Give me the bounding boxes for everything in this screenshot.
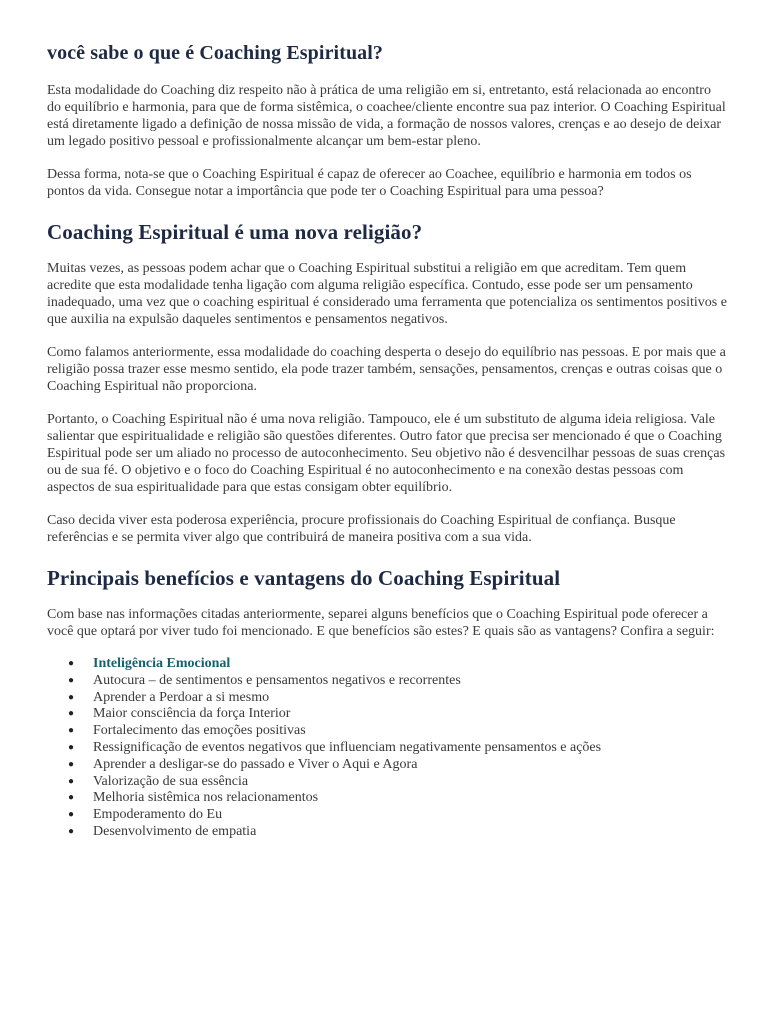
benefit-text: Fortalecimento das emoções positivas xyxy=(93,723,306,739)
document-page xyxy=(47,40,727,841)
list-item xyxy=(47,706,727,723)
list-item xyxy=(47,774,727,791)
benefit-text: Empoderamento do Eu xyxy=(93,807,223,823)
section-title-main-benefits: Principais benefícios e vantagens do Coaching Espiritual xyxy=(47,566,561,590)
list-item[interactable] xyxy=(47,656,727,673)
bullet-icon: ● xyxy=(68,725,75,737)
benefit-text: Ressignificação de eventos negativos que influenciam negativamente pensamentos e ações xyxy=(93,739,602,755)
benefit-link[interactable]: Inteligência Emocional xyxy=(93,656,231,671)
bullet-icon: ● xyxy=(68,691,75,703)
section-title-what-is-spiritual-coaching: você sabe o que é Coaching Espiritual? xyxy=(47,42,384,64)
bullet-icon: ● xyxy=(68,674,75,686)
list-item xyxy=(47,824,727,841)
benefit-text: Valorização de sua essência xyxy=(93,773,249,789)
bullet-icon: ● xyxy=(68,792,75,804)
paragraph: Muitas vezes, as pessoas podem achar que o Coaching Espiritual substitui a religião em que acreditam. Tem quem acredite que esta modalidade tenha ligação com alguma religião específica. Contudo, esse pode ser um pensamento inadequado, uma vez que o coaching espiritual é considerado uma ferramenta que potencializa os sentimentos positivos e que auxilia na expulsão daqueles sentimentos e pensamentos negativos. xyxy=(47,261,727,327)
paragraph: Esta modalidade do Coaching diz respeito não à prática de uma religião em si, entretanto, está relacionada ao encontro do equilíbrio e harmonia, para que de forma sistêmica, o coachee/cliente encontre sua paz interior. O Coaching Espiritual está diretamente ligado a definição de nossa missão de vida, a formação de nossos valores, crenças e ao desejo de deixar um legado positivo pessoal e profissionalmente alcançar um bem-estar pleno. xyxy=(47,83,726,149)
section-title-is-it-new-religion: Coaching Espiritual é uma nova religião? xyxy=(47,220,423,244)
benefits-list xyxy=(47,656,727,841)
benefit-text: Aprender a desligar-se do passado e Viver o Aqui e Agora xyxy=(93,756,418,772)
paragraph: Como falamos anteriormente, essa modalidade do coaching desperta o desejo do equilíbrio nas pessoas. E por mais que a religião possa trazer esse mesmo sentido, ela pode trazer também, sensações, pensamentos, crenças e outras coisas que o Coaching Espiritual não proporciona. xyxy=(47,345,726,394)
bullet-icon: ● xyxy=(68,758,75,770)
list-item xyxy=(47,690,727,707)
benefit-text: Melhoria sistêmica nos relacionamentos xyxy=(93,790,319,806)
list-item xyxy=(47,740,727,757)
bullet-icon: ● xyxy=(68,741,75,753)
benefit-text: Maior consciência da força Interior xyxy=(93,706,291,722)
list-item xyxy=(47,723,727,740)
list-item xyxy=(47,807,727,824)
paragraph: Portanto, o Coaching Espiritual não é uma nova religião. Tampouco, ele é um substituto de alguma ideia religiosa. Vale salientar que espiritualidade e religião são questões diferentes. Outro fator que precisa ser mencionado é que o Coaching Espiritual pode ser um aliado no processo de autoconhecimento. Seu objetivo não é desvencilhar pessoas de suas crenças ou de sua fé. O objetivo e o foco do Coaching Espiritual é no autoconhecimento e na conexão destas pessoas com aspectos de sua espiritualidade para que estas consigam obter equilíbrio. xyxy=(47,412,726,495)
bullet-icon: ● xyxy=(68,809,75,821)
list-item xyxy=(47,757,727,774)
bullet-icon: ● xyxy=(68,708,75,720)
paragraph: Caso decida viver esta poderosa experiência, procure profissionais do Coaching Espiritual de confiança. Busque referências e se permita viver algo que contribuirá de maneira positiva com a sua vida. xyxy=(47,513,676,545)
benefit-text: Desenvolvimento de empatia xyxy=(93,823,257,839)
bullet-icon: ● xyxy=(68,775,75,787)
paragraph: Dessa forma, nota-se que o Coaching Espiritual é capaz de oferecer ao Coachee, equilíbrio e harmonia em todos os pontos da vida. Consegue notar a importância que pode ter o Coaching Espiritual para uma pessoa? xyxy=(47,167,692,199)
bullet-icon: ● xyxy=(68,825,75,837)
paragraph-intro: Com base nas informações citadas anteriormente, separei alguns benefícios que o Coaching Espiritual pode oferecer a você que optará por viver tudo foi mencionado. E que benefícios são estes? E quais são as vantagens? Confira a seguir: xyxy=(47,607,715,639)
benefit-text: Autocura – de sentimentos e pensamentos negativos e recorrentes xyxy=(93,672,461,688)
list-item xyxy=(47,673,727,690)
benefit-text: Aprender a Perdoar a si mesmo xyxy=(93,689,270,705)
list-item xyxy=(47,790,727,807)
bullet-icon: ● xyxy=(68,658,75,669)
